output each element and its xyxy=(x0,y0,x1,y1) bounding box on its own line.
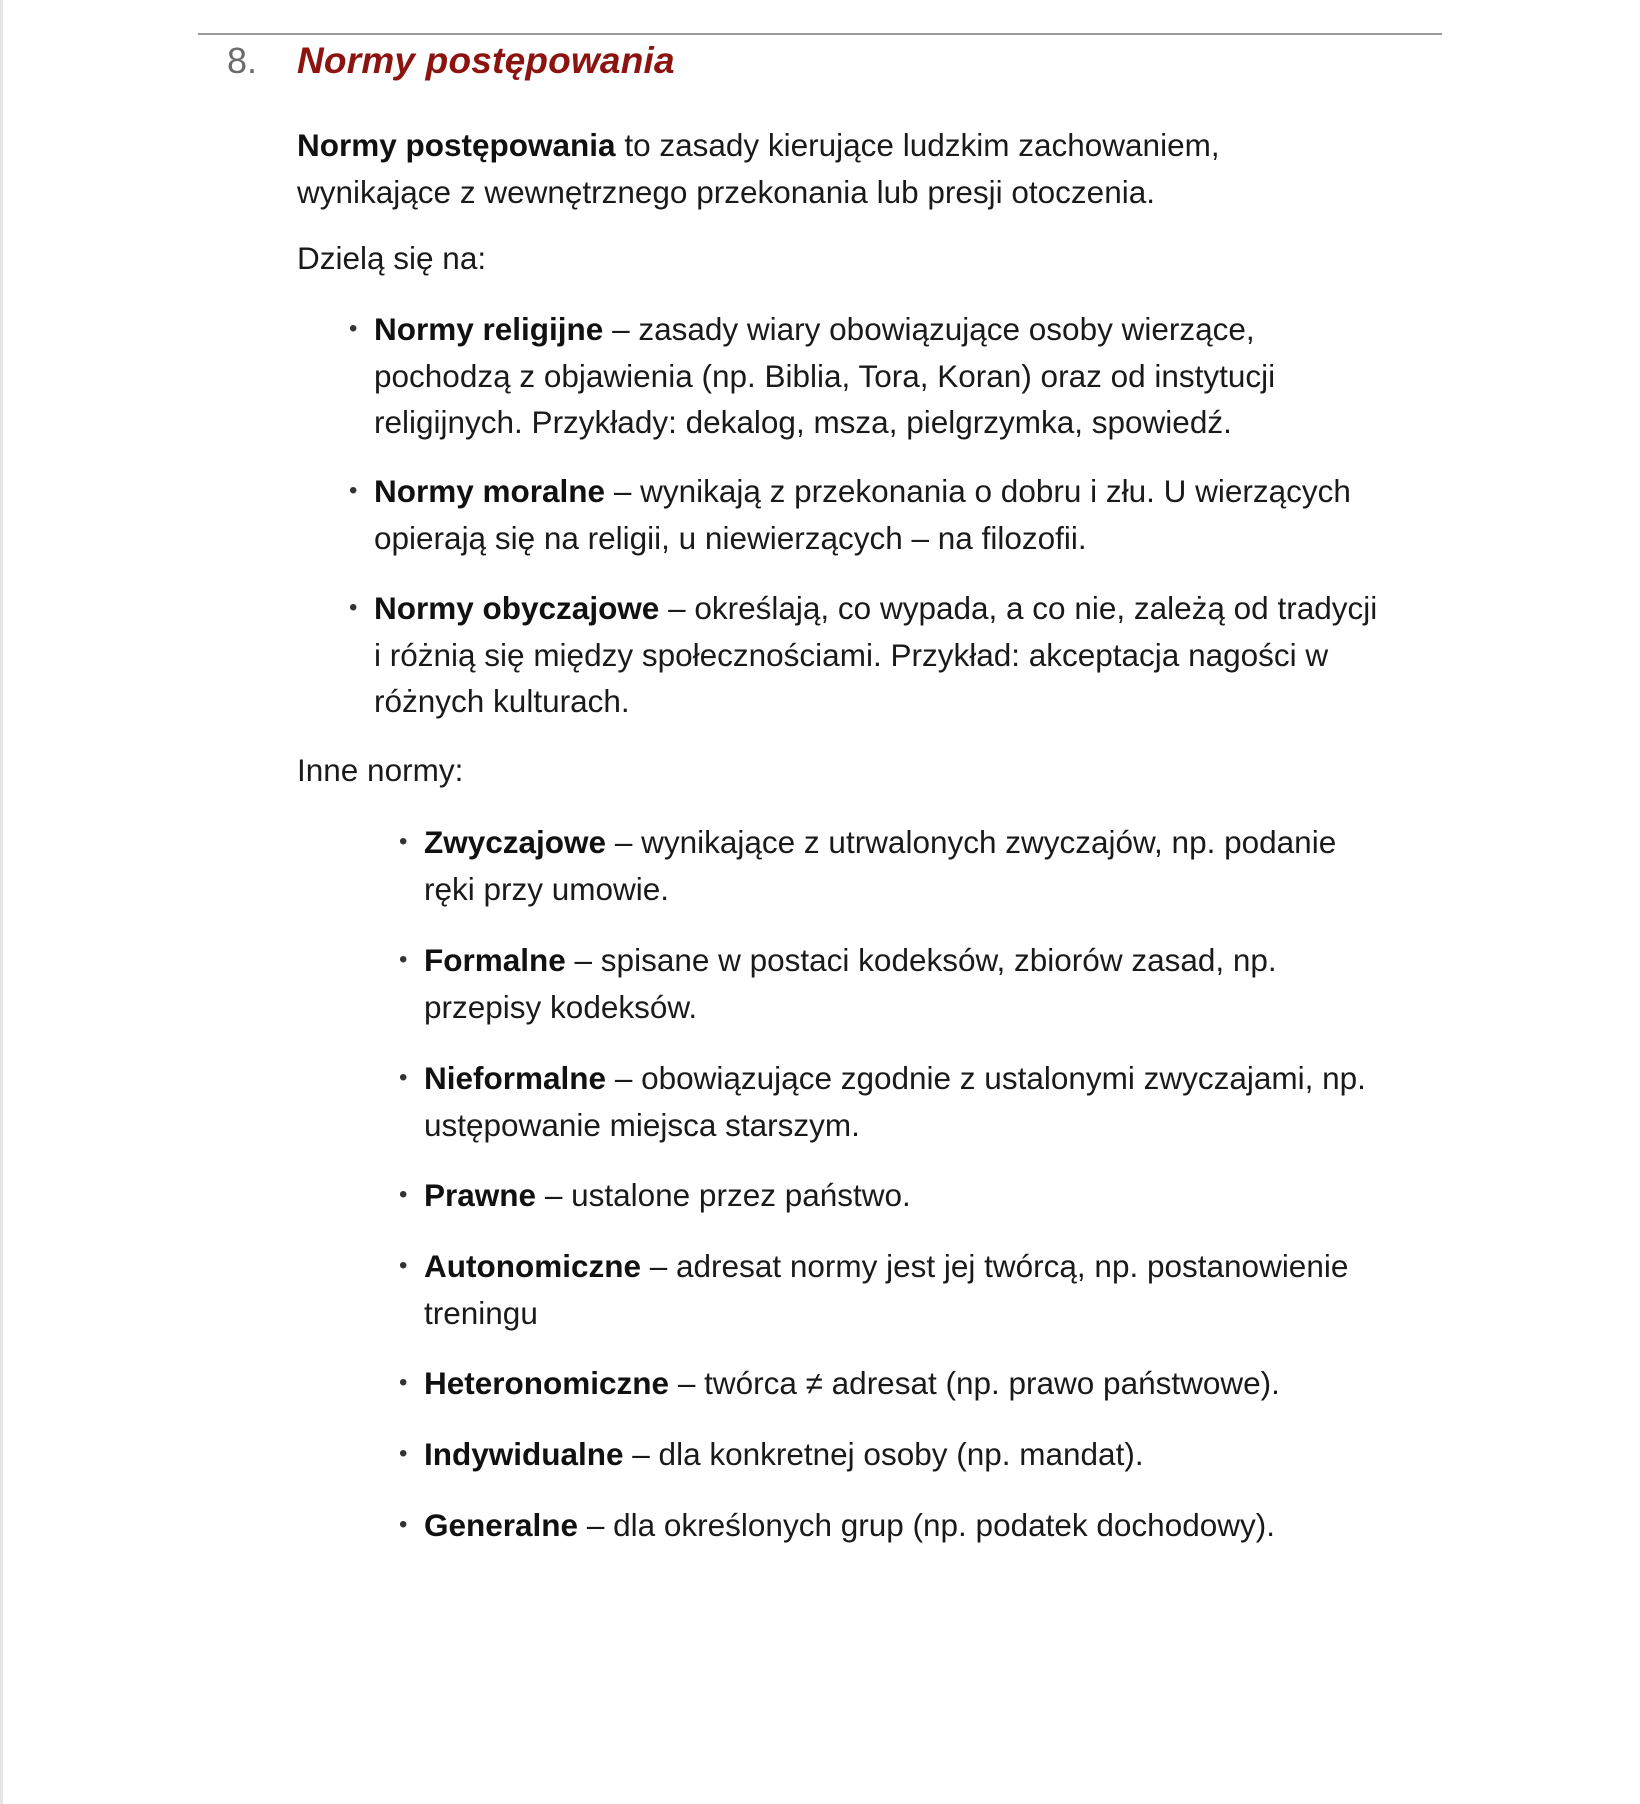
list-item xyxy=(349,585,1444,726)
intro-paragraph xyxy=(297,122,1220,215)
section-number: 8. xyxy=(227,40,258,81)
item-text: religijnych. Przykłady: dekalog, msza, pielgrzymka, spowiedź. xyxy=(374,404,1232,440)
item-text: pochodzą z objawienia (np. Biblia, Tora, Koran) oraz od instytucji xyxy=(374,357,1276,394)
item-term: Normy religijne xyxy=(374,311,604,347)
section-heading xyxy=(227,40,675,96)
item-term: Prawne xyxy=(424,1177,537,1213)
list-item xyxy=(399,819,1444,913)
item-text: przepisy kodeksów. xyxy=(424,988,698,1025)
intro-term: Normy postępowania xyxy=(297,127,616,163)
bullet-icon: • xyxy=(399,1181,408,1208)
item-text: – zasady wiary obowiązujące osoby wierzące, xyxy=(603,311,1255,347)
item-text: – ustalone przez państwo. xyxy=(536,1177,911,1213)
intro-line-2: wynikające z wewnętrznego przekonania lub presji otoczenia. xyxy=(297,173,1155,210)
item-text: opierają się na religii, u niewierzących – na filozofii. xyxy=(374,519,1087,556)
list-item xyxy=(399,1172,1444,1219)
item-text: – dla określonych grup (np. podatek dochodowy). xyxy=(578,1507,1276,1543)
item-text: – spisane w postaci kodeksów, zbiorów zasad, np. xyxy=(565,942,1277,978)
item-text: – wynikające z utrwalonych zwyczajów, np. podanie xyxy=(606,824,1337,860)
bullet-icon: • xyxy=(349,477,358,504)
other-norms-list xyxy=(399,819,1444,1549)
item-term: Formalne xyxy=(424,942,566,978)
item-term: Generalne xyxy=(424,1507,579,1543)
item-term: Normy obyczajowe xyxy=(374,590,660,626)
list-item xyxy=(399,1431,1444,1478)
item-text: – twórca ≠ adresat (np. prawo państwowe). xyxy=(669,1365,1280,1401)
bullet-icon: • xyxy=(399,946,408,973)
item-text: i różnią się między społecznościami. Przykład: akceptacja nagości w xyxy=(374,636,1329,673)
bullet-icon: • xyxy=(399,1511,408,1538)
intro-line-1: to zasady kierujące ludzkim zachowaniem, xyxy=(615,127,1220,163)
item-text: – obowiązujące zgodnie z ustalonymi zwyczajami, np. xyxy=(606,1060,1366,1096)
divide-label: Dzielą się na: xyxy=(297,240,487,276)
item-text: – adresat normy jest jej twórcą, np. postanowienie xyxy=(641,1248,1349,1284)
bullet-icon: • xyxy=(349,315,358,342)
list-item xyxy=(399,1243,1444,1337)
item-term: Normy moralne xyxy=(374,473,606,509)
bullet-icon: • xyxy=(399,828,408,855)
bullet-icon: • xyxy=(399,1440,408,1467)
item-term: Indywidualne xyxy=(424,1436,624,1472)
item-term: Zwyczajowe xyxy=(424,824,607,860)
item-term: Nieformalne xyxy=(424,1060,607,1096)
list-item xyxy=(399,1360,1444,1407)
list-item xyxy=(399,1055,1444,1149)
item-text: – wynikają z przekonania o dobru i złu. U wierzących xyxy=(605,473,1351,509)
item-term: Autonomiczne xyxy=(424,1248,641,1284)
list-item xyxy=(349,468,1444,562)
bullet-icon: • xyxy=(399,1064,408,1091)
page-edge xyxy=(0,0,3,1804)
list-item xyxy=(399,1502,1444,1549)
other-label: Inne normy: xyxy=(297,752,464,788)
item-text: – określają, co wypada, a co nie, zależą od tradycji xyxy=(659,590,1378,626)
item-term: Heteronomiczne xyxy=(424,1365,670,1401)
item-text: – dla konkretnej osoby (np. mandat). xyxy=(623,1436,1144,1472)
section-title: Normy postępowania xyxy=(297,40,675,81)
bullet-icon: • xyxy=(399,1369,408,1396)
bullet-icon: • xyxy=(349,594,358,621)
list-item xyxy=(349,306,1444,447)
item-text: ustępowanie miejsca starszym. xyxy=(424,1106,860,1143)
top-rule xyxy=(198,33,1442,35)
item-text: treningu xyxy=(424,1294,538,1331)
bullet-icon: • xyxy=(399,1252,408,1279)
item-text: ręki przy umowie. xyxy=(424,870,670,907)
list-item xyxy=(399,937,1444,1031)
main-norms-list xyxy=(349,306,1444,726)
item-text: różnych kulturach. xyxy=(374,683,630,719)
